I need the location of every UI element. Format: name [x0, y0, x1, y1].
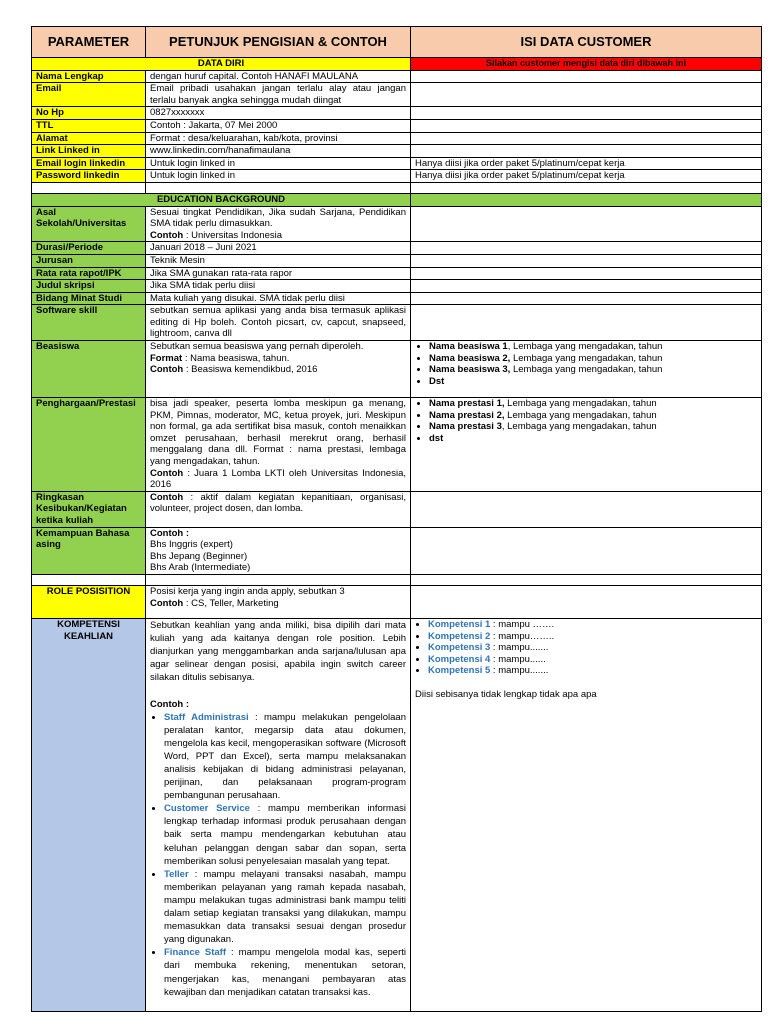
- item-text: : mampu.......: [490, 665, 549, 677]
- item-text: Lembaga yang mengadakan, tahun: [504, 398, 657, 410]
- row-bidang-minat: [32, 292, 762, 305]
- customer-field[interactable]: [411, 292, 762, 305]
- guide-line: Sebutkan semua beasiswa yang pernah diperoleh.: [150, 341, 364, 353]
- kompetensi-example-list: [150, 711, 406, 999]
- example-label: Contoh :: [150, 698, 190, 710]
- item-title: Nama beasiswa 2,: [429, 352, 511, 364]
- list-item: [429, 421, 757, 433]
- param-label: Judul skripsi: [32, 280, 146, 293]
- guide-body: Sesuai tingkat Pendidikan, Jika sudah Sarjana, Pendidikan SMA tidak perlu dimasukkan.: [150, 206, 406, 230]
- example-text: : CS, Teller, Marketing: [183, 597, 279, 609]
- list-item: [429, 398, 757, 410]
- param-label: Password linkedin: [32, 170, 146, 183]
- row-nama-lengkap: [32, 70, 762, 83]
- language-line: Bhs Arab (Intermediate): [150, 562, 251, 574]
- row-durasi: [32, 242, 762, 255]
- example-label: Contoh: [150, 467, 184, 479]
- kompetensi-list: [415, 619, 757, 677]
- customer-field[interactable]: [411, 398, 762, 492]
- guide-text: Untuk login linked in: [146, 170, 411, 183]
- param-label: Nama Lengkap: [32, 70, 146, 83]
- item-text: : mampu melayani transaksi nasabah, mampu memberikan pelayanan yang ramah kepada nasabah, mampu melakukan tugas administrasi bank mampu teliti dalam setiap kegiatan transaksi yang dilakukan, mampu memasukkan data transaksi sesuai dengan prosedur yang digunakan.: [164, 868, 406, 946]
- item-text: : mampu …….: [490, 618, 555, 630]
- item-title: Dst: [429, 375, 445, 387]
- row-email: [32, 83, 762, 107]
- row-password-linkedin: [32, 170, 762, 183]
- customer-field[interactable]: [411, 618, 762, 1011]
- customer-field[interactable]: [411, 242, 762, 255]
- param-label: KOMPETENSI KEAHLIAN: [32, 618, 146, 1011]
- customer-field[interactable]: [411, 206, 762, 242]
- customer-field[interactable]: [411, 119, 762, 132]
- row-kompetensi: [32, 618, 762, 1011]
- row-ringkasan: [32, 491, 762, 527]
- example-label: Contoh: [150, 364, 184, 376]
- list-item: [428, 642, 757, 654]
- section-data-diri-notice: Silakan customer mengisi data diri dibawah ini: [411, 58, 762, 71]
- item-title: Kompetensi 2: [428, 630, 491, 642]
- param-label: Link Linked in: [32, 145, 146, 158]
- guide-text: Email pribadi usahakan jangan terlalu alay atau jangan terlalu banyak angka sehingga mudah diingat: [146, 83, 411, 107]
- customer-field[interactable]: [411, 280, 762, 293]
- example-label: Contoh: [150, 491, 184, 503]
- item-text: Lembaga yang mengadakan, tahun: [510, 352, 663, 364]
- guide-text: Jika SMA tidak perlu diisi: [146, 280, 411, 293]
- list-item: [164, 868, 406, 947]
- guide-text: [146, 527, 411, 574]
- item-text: : mampu……..: [490, 630, 555, 642]
- row-alamat: [32, 132, 762, 145]
- language-line: Bhs Inggris (expert): [150, 539, 233, 551]
- guide-text: Teknik Mesin: [146, 254, 411, 267]
- guide-text: dengan huruf capital. Contoh HANAFI MAULANA: [146, 70, 411, 83]
- param-label: Penghargaan/Prestasi: [32, 398, 146, 492]
- item-title: Kompetensi 5: [428, 665, 491, 677]
- header-parameter: PARAMETER: [32, 27, 146, 58]
- param-label: Email: [32, 83, 146, 107]
- customer-field[interactable]: [411, 341, 762, 398]
- item-title: Finance Staff: [164, 947, 227, 959]
- param-label: No Hp: [32, 107, 146, 120]
- row-no-hp: [32, 107, 762, 120]
- customer-field[interactable]: Hanya diisi jika order paket 5/platinum/cepat kerja: [411, 170, 762, 183]
- customer-field[interactable]: [411, 83, 762, 107]
- item-title: Nama beasiswa 3,: [429, 364, 511, 376]
- row-beasiswa: [32, 341, 762, 398]
- guide-text: 0827xxxxxxx: [146, 107, 411, 120]
- param-label: Rata rata rapot/IPK: [32, 267, 146, 280]
- item-text: : mampu mengelola modal kas, seperti dari membuka rekening, menentukan setoran, mengerjakan kas, menangani pembayaran atas kewajiban dan menjadikan catatan transaksi kas.: [164, 947, 406, 998]
- row-role: [32, 585, 762, 618]
- example-label: Contoh :: [150, 527, 190, 539]
- row-ttl: [32, 119, 762, 132]
- param-label: Jurusan: [32, 254, 146, 267]
- customer-field[interactable]: [411, 70, 762, 83]
- guide-text: Jika SMA gunakan rata-rata rapor: [146, 267, 411, 280]
- prestasi-list: [415, 398, 757, 444]
- section-data-diri: [32, 58, 762, 71]
- spacer-row: [32, 574, 762, 585]
- param-label: Kemampuan Bahasa asing: [32, 527, 146, 574]
- list-item: [429, 410, 757, 422]
- list-item: [428, 619, 757, 631]
- row-bahasa: [32, 527, 762, 574]
- row-software-skill: [32, 305, 762, 341]
- header-row: [32, 27, 762, 58]
- example-text: : Universitas Indonesia: [183, 229, 282, 241]
- section-data-diri-title: DATA DIRI: [32, 58, 411, 71]
- list-item: [164, 946, 406, 998]
- guide-text: Untuk login linked in: [146, 157, 411, 170]
- item-text: : mampu memberikan informasi lengkap terhadap informasi produk perusahaan dengan baik serta mampu mendengarkan kebutuhan atau keluhan pelanggan dengan sabar dan sopan, serta memberikan solusi penyelesaian masalah yang tepat.: [164, 803, 406, 867]
- item-title: Kompetensi 4: [428, 653, 491, 665]
- header-customer-data: ISI DATA CUSTOMER: [411, 27, 762, 58]
- guide-text: [146, 398, 411, 492]
- item-title: Nama beasiswa 1: [429, 341, 508, 353]
- customer-field[interactable]: [411, 305, 762, 341]
- guide-text: Format : desa/keluarahan, kab/kota, provinsi: [146, 132, 411, 145]
- list-item: [428, 665, 757, 677]
- guide-text: [146, 341, 411, 398]
- row-judul-skripsi: [32, 280, 762, 293]
- section-education-fill: [411, 193, 762, 206]
- guide-body: Posisi kerja yang ingin anda apply, sebutkan 3: [150, 585, 345, 597]
- beasiswa-list: [415, 341, 757, 387]
- customer-field[interactable]: [411, 145, 762, 158]
- list-item: [164, 802, 406, 867]
- item-text: , Lembaga yang mengadakan, tahun: [507, 341, 663, 353]
- param-label: Beasiswa: [32, 341, 146, 398]
- param-label: Software skill: [32, 305, 146, 341]
- row-jurusan: [32, 254, 762, 267]
- item-title: Nama prestasi 2,: [429, 409, 505, 421]
- list-item: [429, 341, 757, 353]
- language-line: Bhs Jepang (Beginner): [150, 550, 248, 562]
- item-text: : mampu.......: [490, 642, 549, 654]
- guide-text: www.linkedin.com/hanafimaulana: [146, 145, 411, 158]
- customer-field[interactable]: [411, 132, 762, 145]
- guide-text: [146, 491, 411, 527]
- guide-body: bisa jadi speaker, peserta lomba meskipun ga menang, PKM, Pimnas, moderator, MC, ketua proyek, juri. Meskipun non formal, ga ada sertifikat bisa masuk, contoh menaikkan omzet perusahaan, berhasil merekrut orang, berhasil menggalang dana dll. Format : nama prestasi, lembaga yang mengadakan, tahun.: [150, 398, 406, 468]
- customer-field[interactable]: Hanya diisi jika order paket 5/platinum/cepat kerja: [411, 157, 762, 170]
- item-text: , Lembaga yang mengadakan, tahun: [501, 421, 657, 433]
- list-item: [428, 654, 757, 666]
- list-item: [164, 711, 406, 803]
- param-label: TTL: [32, 119, 146, 132]
- example-label: Contoh: [150, 597, 184, 609]
- item-title: Nama prestasi 3: [429, 421, 502, 433]
- list-item: [429, 376, 757, 388]
- section-education: [32, 193, 762, 206]
- guide-body: Sebutkan keahlian yang anda miliki, bisa dipilih dari mata kuliah yang ada kaitanya dengan role position. Lebih dianjurkan yang menggambarkan anda sarjana/lulusan apa agar selinear dengan posisi, apabila ingin switch career silakan ditulis sebisanya.: [150, 619, 406, 684]
- row-link-linkedin: [32, 145, 762, 158]
- item-title: Kompetensi 1: [428, 618, 491, 630]
- param-label: Alamat: [32, 132, 146, 145]
- param-label: Bidang Minat Studi: [32, 292, 146, 305]
- param-label: ROLE POSISITION: [32, 585, 146, 618]
- item-title: Staff Administrasi: [164, 711, 249, 723]
- item-title: dst: [429, 432, 444, 444]
- format-text: : Nama beasiswa, tahun.: [182, 352, 290, 364]
- row-asal-sekolah: [32, 206, 762, 242]
- customer-field[interactable]: [411, 491, 762, 527]
- guide-text: Mata kuliah yang disukai. SMA tidak perlu diisi: [146, 292, 411, 305]
- param-label: Email login linkedin: [32, 157, 146, 170]
- customer-field[interactable]: [411, 585, 762, 618]
- item-text: Lembaga yang mengadakan, tahun: [510, 364, 663, 376]
- list-item: [429, 364, 757, 376]
- spacer-row: [32, 182, 762, 193]
- item-text: : mampu......: [490, 653, 546, 665]
- row-prestasi: [32, 398, 762, 492]
- section-education-title: EDUCATION BACKGROUND: [32, 193, 411, 206]
- param-label: Durasi/Periode: [32, 242, 146, 255]
- item-title: Customer Service: [164, 803, 250, 815]
- row-ipk: [32, 267, 762, 280]
- guide-text: sebutkan semua aplikasi yang anda bisa termasuk aplikasi editing di Hp boleh. Contoh picsart, cv, capcut, snapseed, lightroom, canva dll: [146, 305, 411, 341]
- customer-data-form: [31, 26, 761, 1012]
- guide-text: [146, 206, 411, 242]
- row-email-login-linkedin: [32, 157, 762, 170]
- param-label: Ringkasan Kesibukan/Kegiatan ketika kuliah: [32, 491, 146, 527]
- guide-text: [146, 618, 411, 1011]
- format-label: Format: [150, 352, 183, 364]
- customer-field[interactable]: [411, 107, 762, 120]
- form-table: [31, 26, 762, 1012]
- item-title: Teller: [164, 868, 189, 880]
- customer-field[interactable]: [411, 254, 762, 267]
- header-guide: PETUNJUK PENGISIAN & CONTOH: [146, 27, 411, 58]
- customer-field[interactable]: [411, 527, 762, 574]
- list-item: [429, 433, 757, 445]
- example-label: Contoh: [150, 229, 184, 241]
- item-text: : mampu melakukan pengelolaan peralatan kantor, megarsip data atau dokumen, mengelola kas kecil, mengoperasikan software (Microsoft Word, PPT dan Excel), serta mampu melaksanakan analisis kebijakan di bidang administrasi pelayanan, perijinan, dan pelaksanaan program-program pembangunan perusahaan.: [164, 711, 406, 802]
- example-text: : Juara 1 Lomba LKTI oleh Universitas Indonesia, 2016: [150, 467, 406, 491]
- param-label: Asal Sekolah/Universitas: [32, 206, 146, 242]
- list-item: [428, 631, 757, 643]
- guide-text: Contoh : Jakarta, 07 Mei 2000: [146, 119, 411, 132]
- customer-field[interactable]: [411, 267, 762, 280]
- item-title: Nama prestasi 1,: [429, 398, 505, 410]
- guide-text: [146, 585, 411, 618]
- kompetensi-note: Diisi sebisanya tidak lengkap tidak apa apa: [415, 688, 597, 700]
- list-item: [429, 353, 757, 365]
- guide-body: : aktif dalam kegiatan kepanitiaan, organisasi, volunteer, project dosen, dan lomba.: [150, 491, 406, 515]
- item-title: Kompetensi 3: [428, 642, 491, 654]
- guide-text: Januari 2018 – Juni 2021: [146, 242, 411, 255]
- item-text: Lembaga yang mengadakan, tahun: [504, 409, 657, 421]
- example-text: : Beasiswa kemendikbud, 2016: [183, 364, 318, 376]
